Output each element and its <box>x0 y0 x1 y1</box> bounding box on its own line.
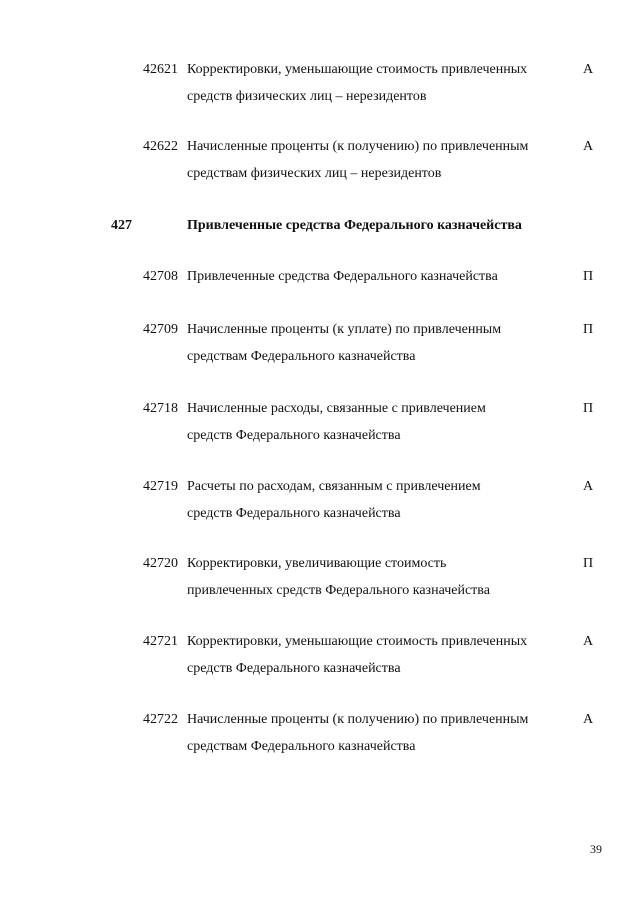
account-description <box>187 706 567 760</box>
description-line: средств физических лиц – нерезидентов <box>187 89 427 104</box>
description-line: Корректировки, увеличивающие стоимость <box>187 556 447 571</box>
description-line: Начисленные проценты (к уплате) по привлеченным <box>187 322 502 337</box>
description-line: Начисленные расходы, связанные с привлечением <box>187 401 486 416</box>
description-line: средствам Федерального казначейства <box>187 739 416 754</box>
account-code: 42722 <box>143 712 178 727</box>
description-line: средствам Федерального казначейства <box>187 349 416 364</box>
description-line: средств Федерального казначейства <box>187 506 401 521</box>
description-line: Начисленные проценты (к получению) по привлеченным <box>187 139 529 154</box>
account-description <box>187 133 567 187</box>
account-type: П <box>583 401 594 416</box>
description-line: Корректировки, уменьшающие стоимость привлеченных <box>187 62 528 77</box>
account-code: 42708 <box>143 269 178 284</box>
account-type: П <box>583 322 594 337</box>
account-type: А <box>583 712 594 727</box>
account-description <box>187 263 567 290</box>
account-type: А <box>583 139 594 154</box>
account-description <box>187 395 567 449</box>
account-code: 42709 <box>143 322 178 337</box>
account-code: 42720 <box>143 556 178 571</box>
group-title <box>187 212 567 239</box>
account-description <box>187 56 567 110</box>
description-line: Расчеты по расходам, связанным с привлечением <box>187 479 481 494</box>
account-code: 42622 <box>143 139 178 154</box>
account-type: А <box>583 479 594 494</box>
description-line: Начисленные проценты (к получению) по привлеченным <box>187 712 529 727</box>
description-line: привлеченных средств Федерального казначейства <box>187 583 490 598</box>
account-description <box>187 473 567 527</box>
description-line: Корректировки, уменьшающие стоимость привлеченных <box>187 634 528 649</box>
account-type: А <box>583 62 594 77</box>
account-type: П <box>583 269 594 284</box>
account-description <box>187 550 567 604</box>
description-line: средствам физических лиц – нерезидентов <box>187 166 442 181</box>
account-code: 42718 <box>143 401 178 416</box>
page-number: 39 <box>590 842 602 856</box>
account-description <box>187 628 567 682</box>
group-code: 427 <box>111 218 132 233</box>
account-code: 42719 <box>143 479 178 494</box>
account-type: А <box>583 634 594 649</box>
account-code: 42721 <box>143 634 178 649</box>
account-code: 42621 <box>143 62 178 77</box>
account-description <box>187 316 567 370</box>
group-title-text: Привлеченные средства Федерального казначейства <box>187 218 522 233</box>
description-line: Привлеченные средства Федерального казначейства <box>187 269 498 284</box>
description-line: средств Федерального казначейства <box>187 661 401 676</box>
account-type: П <box>583 556 594 571</box>
description-line: средств Федерального казначейства <box>187 428 401 443</box>
